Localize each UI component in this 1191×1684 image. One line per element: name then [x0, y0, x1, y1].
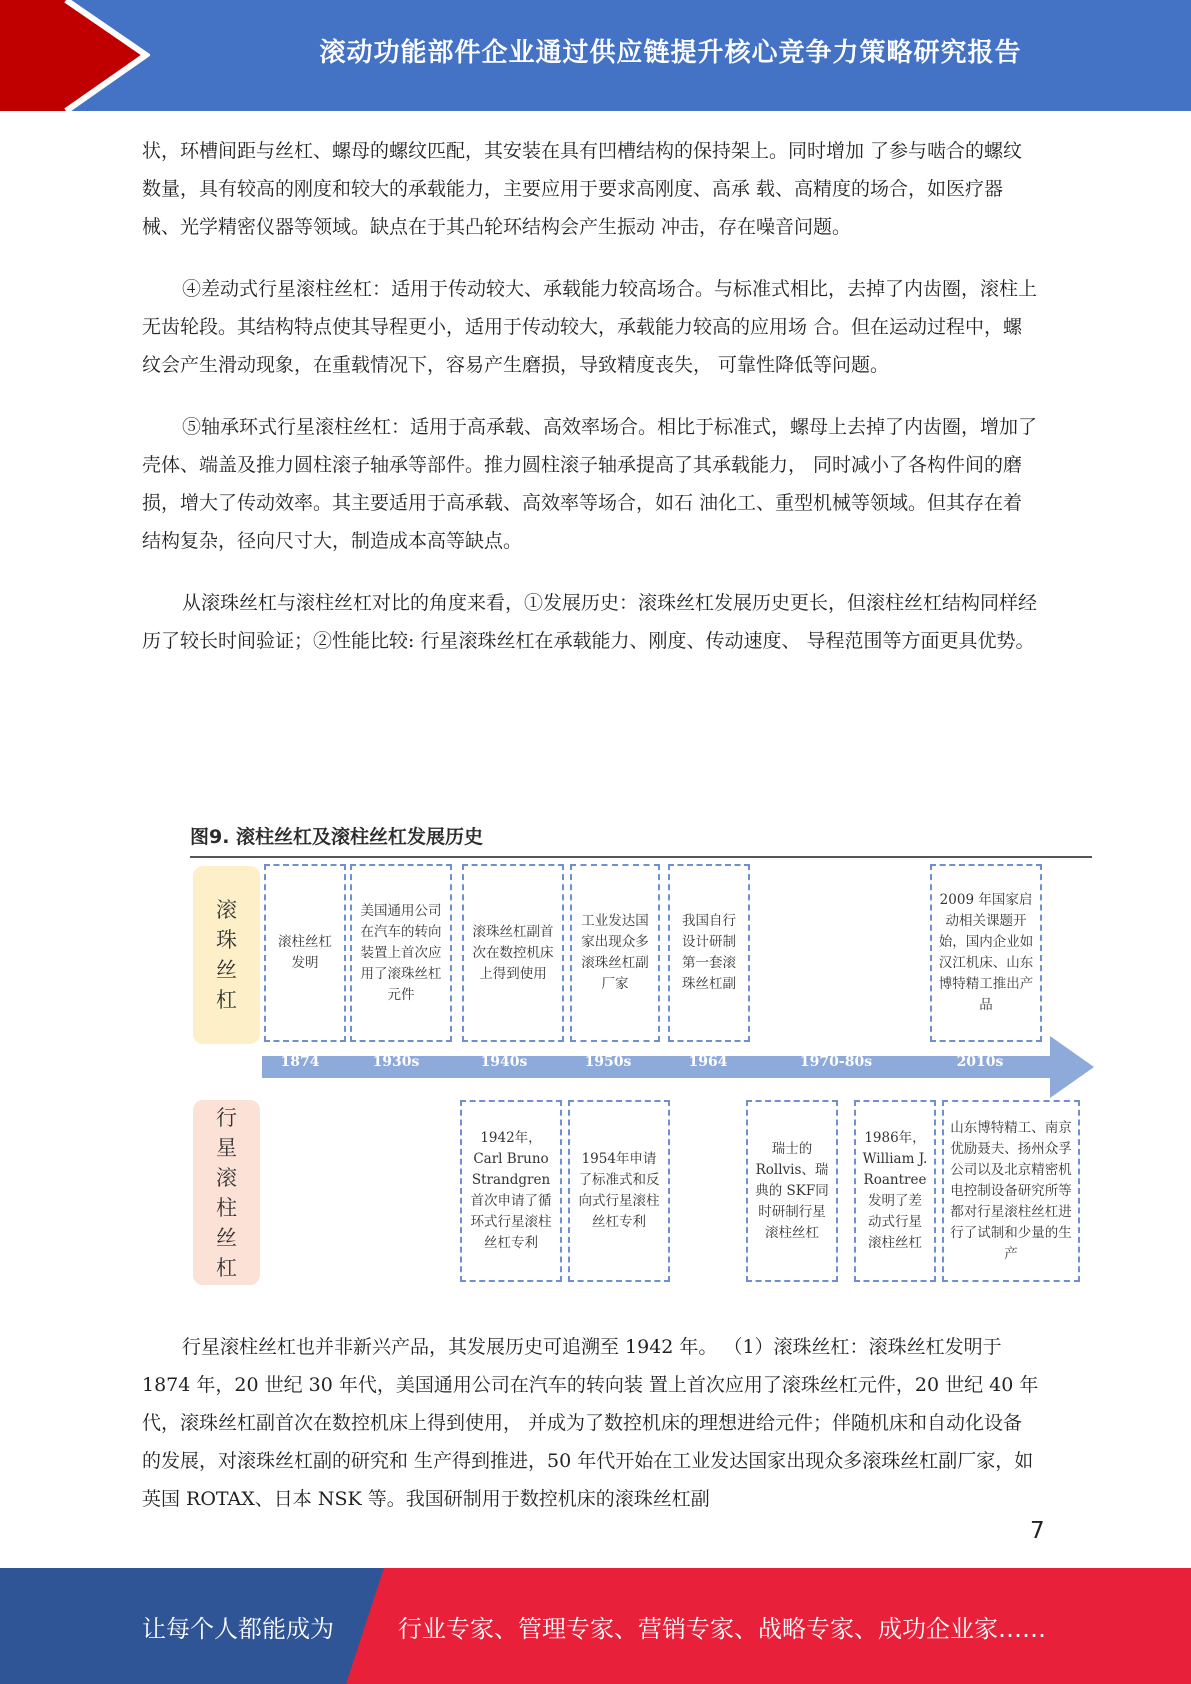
timeline-year: 2010s	[956, 1054, 1004, 1070]
timeline-year: 1970-80s	[799, 1054, 873, 1070]
timeline-year: 1964	[688, 1054, 728, 1070]
header-arrow-icon	[0, 0, 150, 111]
category-planetary-roller-screw	[193, 1100, 260, 1285]
page-footer	[0, 1568, 1191, 1684]
report-title: 滚动功能部件企业通过供应链提升核心竞争力策略研究报告	[319, 37, 1022, 68]
figure-title: 图9. 滚柱丝杠及滚柱丝杠发展历史	[190, 826, 484, 848]
paragraph: ④差动式行星滚柱丝杠：适用于传动较大、承载能力较高场合。与标准式相比，去掉了内齿圈，滚柱上无齿轮段。其结构特点使其导程更小，适用于传动较大，承载能力较高的应用场 合。但在运动过程中，螺纹会产生滑动现象，在重载情况下，容易产生磨损，导致精度丧失， 可靠性降低等问题。	[142, 278, 1038, 376]
history-timeline-figure	[190, 822, 1092, 1290]
figure-divider	[190, 856, 1092, 858]
body-text-continued	[142, 1328, 1040, 1542]
paragraph: 状，环槽间距与丝杠、螺母的螺纹匹配，其安装在具有凹槽结构的保持架上。同时增加 了参与啮合的螺纹数量，具有较高的刚度和较大的承载能力，主要应用于要求高刚度、高承 载、高精度的场合，如医疗器械、光学精密仪器等领域。缺点在于其凸轮环结构会产生振动 冲击，存在噪音问题。	[142, 140, 1023, 238]
timeline-event: 1942年，Carl Bruno Strandgren 首次申请了循环式行星滚柱丝杠专利	[460, 1100, 562, 1282]
paragraph: ⑤轴承环式行星滚柱丝杠：适用于高承载、高效率场合。相比于标准式，螺母上去掉了内齿圈，增加了壳体、端盖及推力圆柱滚子轴承等部件。推力圆柱滚子轴承提高了其承载能力， 同时减小了各构件间的磨损，增大了传动效率。其主要适用于高承载、高效率等场合，如石 油化工、重型机械等领域。但其存在着结构复杂，径向尺寸大，制造成本高等缺点。	[142, 416, 1038, 552]
timeline-event: 1954年申请了标准式和反向式行星滚柱丝杠专利	[568, 1100, 670, 1282]
timeline-event: 我国自行设计研制第一套滚珠丝杠副	[668, 864, 750, 1042]
page-number: 7	[1030, 1518, 1045, 1544]
paragraph: 从滚珠丝杠与滚柱丝杠对比的角度来看，①发展历史：滚珠丝杠发展历史更长，但滚柱丝杠结构同样经历了较长时间验证；②性能比较: 行星滚珠丝杠在承载能力、刚度、传动速度、 导程范围等方面更具优势。	[142, 592, 1038, 652]
footer-slogan-right: 行业专家、管理专家、营销专家、战略专家、成功企业家……	[398, 1614, 1046, 1643]
timeline-event: 滚柱丝杠发明	[264, 864, 346, 1042]
timeline-event: 山东博特精工、南京优励聂夫、扬州众孚公司以及北京精密机电控制设备研究所等都对行星滚柱丝杠进行了试制和少量的生产	[942, 1100, 1080, 1282]
timeline-event: 滚珠丝杠副首次在数控机床上得到使用	[462, 864, 564, 1042]
timeline-year: 1874	[280, 1054, 320, 1070]
category-ball-screw	[193, 866, 260, 1044]
timeline-event: 工业发达国家出现众多滚珠丝杠副厂家	[570, 864, 660, 1042]
page-header	[0, 0, 1191, 111]
timeline-event: 美国通用公司在汽车的转向装置上首次应用了滚珠丝杠元件	[350, 864, 452, 1042]
timeline-year: 1930s	[372, 1054, 420, 1070]
timeline-event: 瑞士的 Rollvis、瑞典的 SKF同时研制行星滚柱丝杠	[746, 1100, 838, 1282]
timeline-event: 1986年，William J. Roantree 发明了差动式行星滚柱丝杠	[854, 1100, 936, 1282]
timeline-event: 2009 年国家启动相关课题开始，国内企业如汉江机床、山东博特精工推出产品	[930, 864, 1042, 1042]
footer-slogan-left: 让每个人都能成为	[142, 1614, 334, 1643]
timeline-year: 1950s	[584, 1054, 632, 1070]
paragraph: 行星滚柱丝杠也并非新兴产品，其发展历史可追溯至 1942 年。 （1）滚珠丝杠：滚珠丝杠发明于 1874 年，20 世纪 30 年代，美国通用公司在汽车的转向装 置上首次应用了滚珠丝杠元件，20 世纪 40 年代，滚珠丝杠副首次在数控机床上得到使用， 并成为了数控机床的理想进给元件；伴随机床和自动化设备的发展，对滚珠丝杠副的研究和 生产得到推进，50 年代开始在工业发达国家出现众多滚珠丝杠副厂家，如英国 ROTAX、日本 NSK 等。我国研制用于数控机床的滚珠丝杠副	[142, 1336, 1039, 1510]
timeline-year: 1940s	[480, 1054, 528, 1070]
category-label: 行星滚柱丝杠	[216, 1105, 237, 1280]
body-text	[142, 132, 1040, 684]
category-label: 滚珠丝杠	[216, 898, 237, 1012]
